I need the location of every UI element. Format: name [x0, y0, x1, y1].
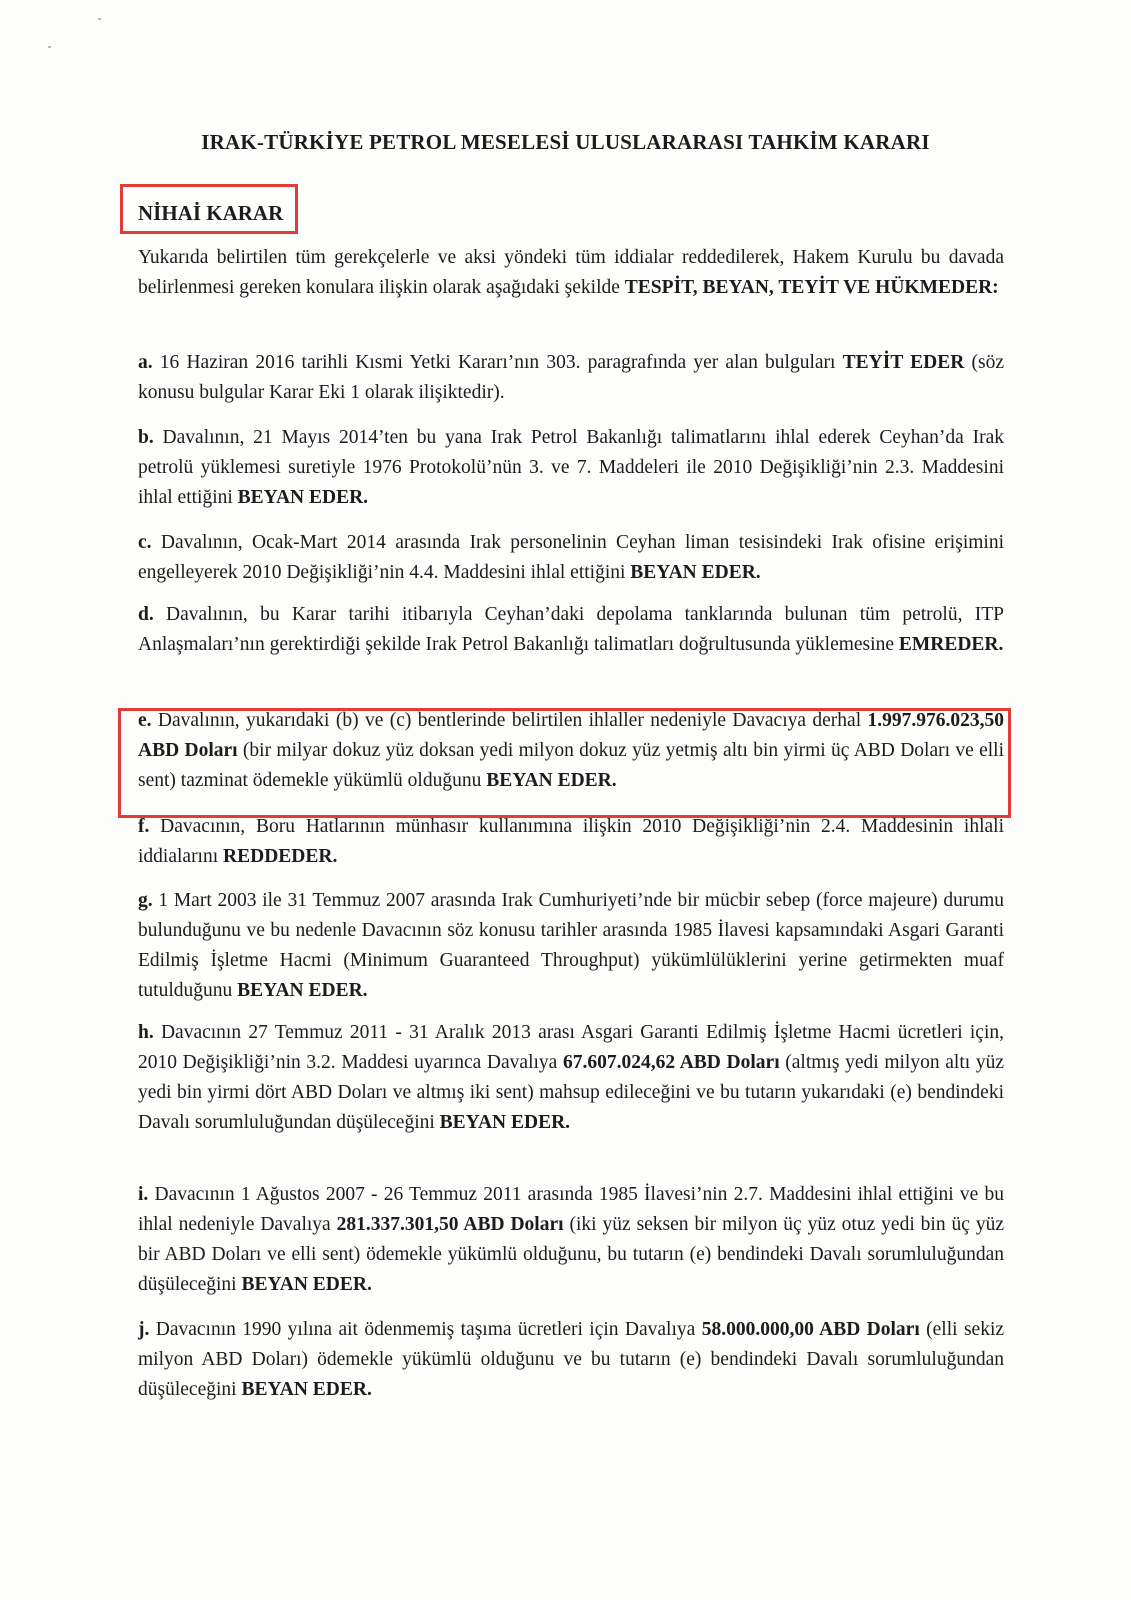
item-letter: a. [138, 352, 153, 373]
item-text: (iki yüz seksen bir milyon üç yüz otuz yedi bin üç yüz bir ABD Doları ve elli sent) ödemekle yükümlü olduğunu, bu tutarın (e) bendindeki Davalı sorumluluğundan düşüleceğini [138, 1214, 1005, 1295]
item-bold: BEYAN EDER. [241, 1274, 372, 1295]
item-text: Davalının, Ocak-Mart 2014 arasında Irak personelinin Ceyhan liman tesisindeki Irak ofisine erişimini engelleyerek 2010 Değişikliği’nin 4.4. Maddesini ihlal ettiğini [138, 532, 1004, 583]
item-e [138, 706, 1004, 796]
item-bold: BEYAN EDER. [241, 1379, 372, 1400]
scan-speck [48, 46, 51, 48]
section-heading: NİHAİ KARAR [138, 201, 284, 225]
item-bold: EMREDER. [898, 634, 1004, 655]
item-h [138, 1018, 1004, 1138]
item-text: (bir milyar dokuz yüz doksan yedi milyon dokuz yüz yetmiş altı bin yirmi üç ABD Doları ve elli sent) tazminat ödemekle yükümlü olduğunu [138, 740, 1004, 791]
item-c [138, 528, 1004, 588]
item-letter: c. [138, 532, 152, 553]
item-bold: 1.997.976.023,50 ABD Doları [138, 710, 1004, 761]
item-letter: h. [138, 1022, 154, 1043]
item-letter: f. [138, 816, 150, 837]
item-text: Davacının, Boru Hatlarının münhasır kullanımına ilişkin 2010 Değişikliği’nin 2.4. Maddesinin ihlali iddialarını [138, 816, 1004, 867]
item-bold: 67.607.024,62 ABD Doları [562, 1052, 780, 1073]
item-letter: b. [138, 427, 154, 448]
item-j [138, 1315, 1004, 1405]
item-g [138, 886, 1004, 1006]
item-b [138, 423, 1004, 513]
item-bold: BEYAN EDER. [237, 487, 369, 508]
intro-bold: TESPİT, BEYAN, TEYİT VE HÜKMEDER: [624, 277, 999, 298]
item-letter: e. [138, 710, 152, 731]
item-d [138, 600, 1004, 660]
item-letter: g. [138, 890, 153, 911]
item-text: Davalının, bu Karar tarihi itibarıyla Ceyhan’daki depolama tanklarında bulunan tüm petrolü, ITP Anlaşmaları’nın gerektirdiği şekilde Irak Petrol Bakanlığı talimatları doğrultusunda yüklemesine [138, 604, 1004, 655]
item-bold: REDDEDER. [223, 846, 338, 867]
item-bold: TEYİT EDER [842, 352, 965, 373]
item-letter: i. [138, 1184, 149, 1205]
document-title: IRAK-TÜRKİYE PETROL MESELESİ ULUSLARARASI TAHKİM KARARI [201, 130, 930, 154]
item-f [138, 812, 1004, 872]
item-text: (söz konusu bulgular Karar Eki 1 olarak ilişiktedir). [138, 352, 1005, 403]
item-bold: 58.000.000,00 ABD Doları [701, 1319, 920, 1340]
item-text: Davacının 1 Ağustos 2007 - 26 Temmuz 2011 arasında 1985 İlavesi’nin 2.7. Maddesini ihlal ettiğini ve bu ihlal nedeniyle Davalıya [138, 1184, 1004, 1235]
intro-text: Yukarıda belirtilen tüm gerekçelerle ve aksi yöndeki tüm iddialar reddedilerek, Hakem Kurulu bu davada belirlenmesi gereken konulara ilişkin olarak aşağıdaki şekilde [138, 247, 1004, 298]
item-letter: j. [138, 1319, 150, 1340]
item-bold: BEYAN EDER. [486, 770, 617, 791]
item-text: 1 Mart 2003 ile 31 Temmuz 2007 arasında Irak Cumhuriyeti’nde bir mücbir sebep (force majeure) durumu bulunduğunu ve bu nedenle Davacının söz konusu tarihler arasında 1985 İlavesi kapsamındaki Asgari Garanti Edilmiş İşletme Hacmi (Minimum Guaranteed Throughput) yükümlülüklerini yerine getirmekten muaf tutulduğunu [138, 890, 1004, 1001]
item-text: Davacının 1990 yılına ait ödenmemiş taşıma ücretleri için Davalıya [149, 1319, 702, 1340]
item-letter: d. [138, 604, 154, 625]
item-text: Davalının, yukarıdaki (b) ve (c) bentlerinde belirtilen ihlaller nedeniyle Davacıya derhal [151, 710, 868, 731]
item-text: Davalının, 21 Mayıs 2014’ten bu yana Irak Petrol Bakanlığı talimatlarını ihlal ederek Ceyhan’da Irak petrolü yüklemesi suretiyle 1976 Protokolü’nün 3. ve 7. Maddeleri ile 2010 Değişikliği’nin 2.3. Maddesini ihlal ettiğini [138, 427, 1004, 508]
item-bold: BEYAN EDER. [630, 562, 761, 583]
item-text: Davacının 27 Temmuz 2011 - 31 Aralık 2013 arası Asgari Garanti Edilmiş İşletme Hacmi ücretleri için, 2010 Değişikliği’nin 3.2. Maddesi uyarınca Davalıya [138, 1022, 1004, 1073]
item-text: (altmış yedi milyon altı yüz yedi bin yirmi dört ABD Doları ve altmış iki sent) mahsup edileceğini ve bu tutarın yukarıdaki (e) bendindeki Davalı sorumluluğundan düşüleceğini [138, 1052, 1004, 1133]
item-bold: 281.337.301,50 ABD Doları [336, 1214, 564, 1235]
item-bold: BEYAN EDER. [237, 980, 368, 1001]
item-i [138, 1180, 1004, 1300]
item-text: 16 Haziran 2016 tarihli Kısmi Yetki Kararı’nın 303. paragrafında yer alan bulguları [152, 352, 843, 373]
item-bold: BEYAN EDER. [439, 1112, 571, 1133]
scan-speck [98, 18, 101, 20]
item-a [138, 348, 1004, 408]
item-text: (elli sekiz milyon ABD Doları) ödemekle yükümlü olduğunu ve bu tutarın (e) bendindeki Davalı sorumluluğundan düşüleceğini [138, 1319, 1005, 1400]
intro-paragraph [138, 243, 1004, 303]
